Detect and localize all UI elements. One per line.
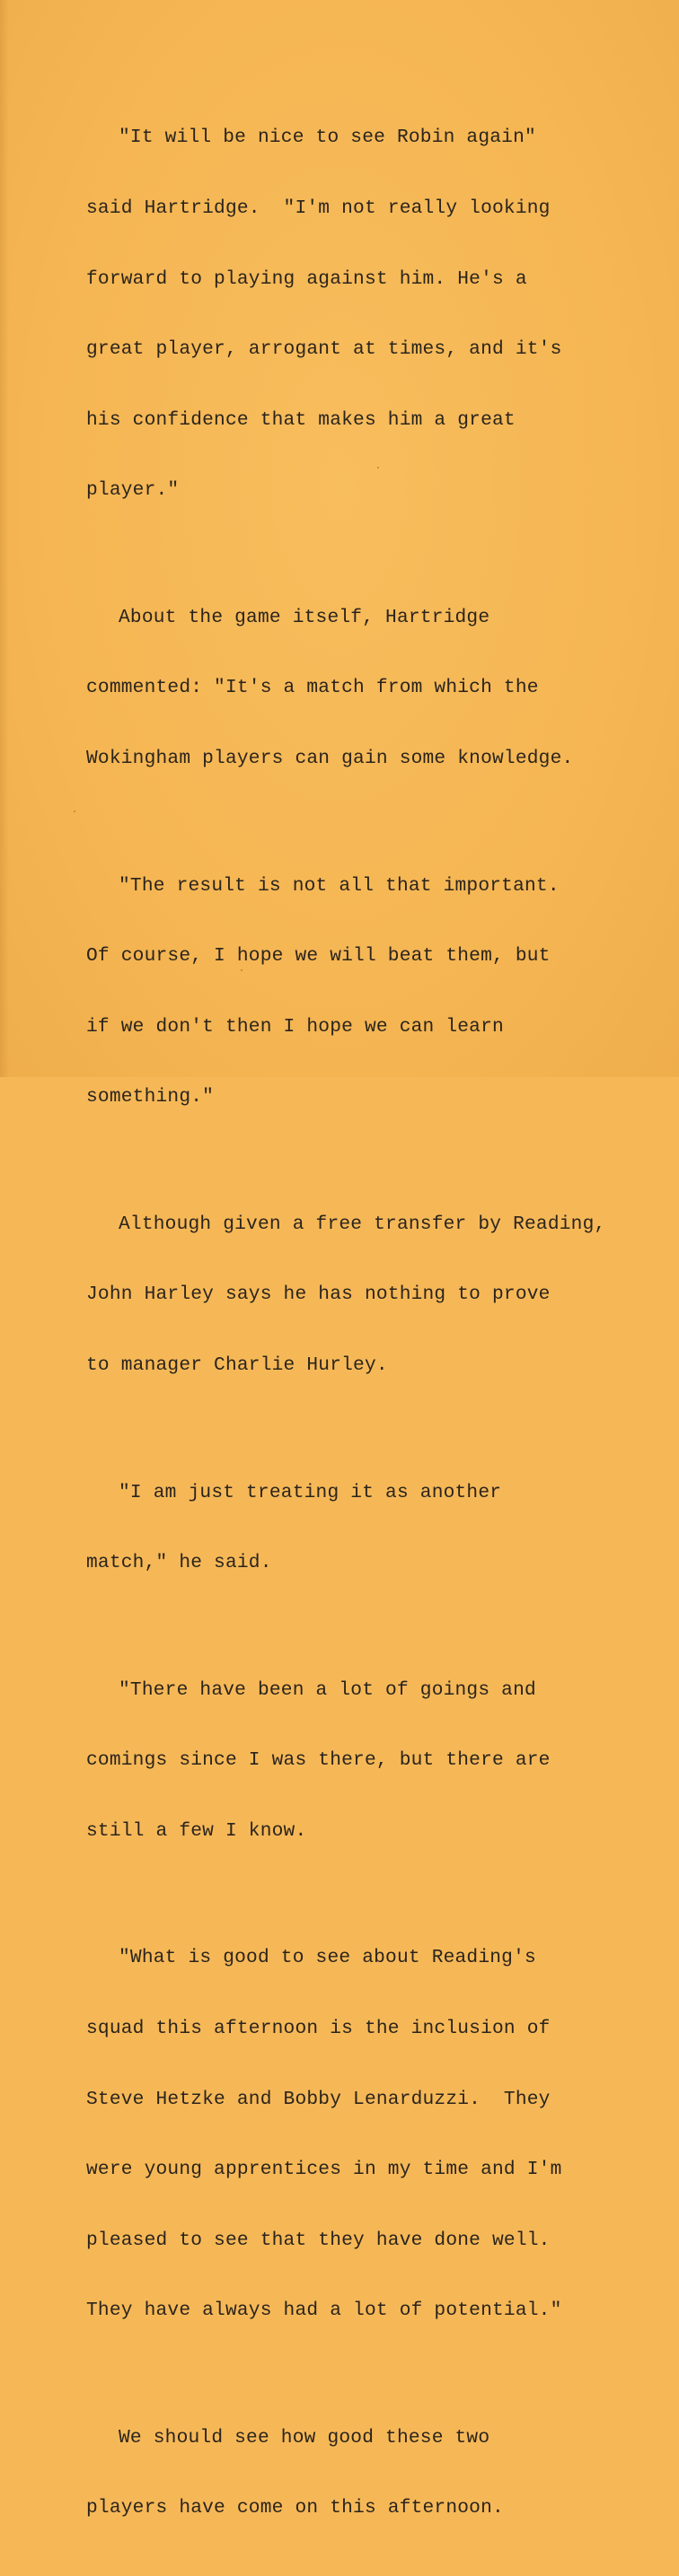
text-line: pleased to see that they have done well. <box>86 2229 551 2251</box>
text-line: "It will be nice to see Robin again" <box>119 127 536 149</box>
text-line: were young apprentices in my time and I'm <box>86 2159 562 2181</box>
paragraph-6 <box>86 1631 589 1889</box>
text-line: player." <box>86 479 180 502</box>
text-line: said Hartridge. "I'm not really looking <box>86 197 551 219</box>
paper-speck <box>74 810 75 812</box>
text-line: "The result is not all that important. <box>119 874 560 897</box>
text-line: squad this afternoon is the inclusion of <box>86 2017 551 2039</box>
text-line: They have always had a lot of potential." <box>86 2300 562 2322</box>
text-line: commented: "It's a match from which the <box>86 677 539 699</box>
paragraph-8 <box>86 2379 589 2567</box>
typewritten-article <box>86 79 606 2576</box>
text-line: Of course, I hope we will beat them, but <box>86 945 551 968</box>
paragraph-4 <box>86 1165 606 1424</box>
paragraph-5 <box>86 1433 589 1622</box>
paper-speck <box>377 467 379 469</box>
text-line: players have come on this afternoon. <box>86 2497 504 2519</box>
text-line: About the game itself, Hartridge <box>119 606 490 628</box>
text-line: John Harley says he has nothing to prove <box>86 1284 551 1306</box>
text-line: "What is good to see about Reading's <box>119 1947 536 1969</box>
paragraph-7 <box>86 1899 589 2370</box>
text-line: Steve Hetzke and Bobby Lenarduzzi. They <box>86 2088 551 2110</box>
paragraph-1 <box>86 79 589 549</box>
text-line: something." <box>86 1086 215 1108</box>
paper-speck <box>241 969 242 971</box>
text-line: comings since I was there, but there are <box>86 1749 551 1772</box>
text-line: his confidence that makes him a great <box>86 408 516 431</box>
text-line: "I am just treating it as another <box>119 1481 502 1503</box>
text-line: Wokingham players can gain some knowledge. <box>86 748 574 770</box>
text-line: forward to playing against him. He's a <box>86 267 527 290</box>
text-line: "There have been a lot of goings and <box>119 1678 536 1701</box>
paragraph-3 <box>86 827 589 1156</box>
paragraph-2 <box>86 558 589 817</box>
text-line: to manager Charlie Hurley. <box>86 1354 388 1377</box>
text-line: We should see how good these two <box>119 2426 490 2449</box>
text-line: still a few I know. <box>86 1819 307 1842</box>
text-line: if we don't then I hope we can learn <box>86 1015 504 1038</box>
text-line: Although given a free transfer by Reading, <box>119 1213 606 1235</box>
paper-edge-shadow <box>0 0 9 1077</box>
text-line: match," he said. <box>86 1552 272 1574</box>
text-line: great player, arrogant at times, and it's <box>86 338 562 361</box>
